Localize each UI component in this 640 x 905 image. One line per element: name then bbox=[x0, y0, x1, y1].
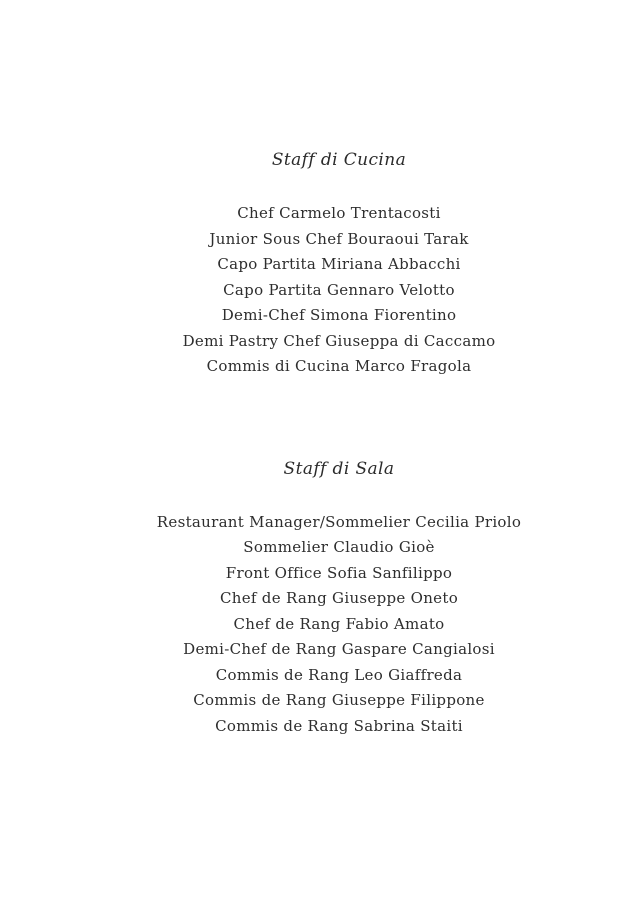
document-content bbox=[38, 0, 640, 739]
staff-member-line: Restaurant Manager/Sommelier Cecilia Priolo bbox=[156, 512, 522, 531]
staff-member-line: Capo Partita Gennaro Velotto bbox=[223, 280, 455, 299]
staff-member-line: Demi Pastry Chef Giuseppa di Caccamo bbox=[182, 331, 496, 350]
staff-member-line: Commis de Rang Sabrina Staiti bbox=[215, 716, 463, 735]
staff-member-line: Sommelier Claudio Gioè bbox=[243, 538, 435, 556]
section-staff-di-sala bbox=[38, 456, 640, 740]
staff-member-line: Chef de Rang Giuseppe Oneto bbox=[219, 589, 459, 607]
staff-member-line: Commis de Rang Giuseppe Filippone bbox=[193, 691, 485, 709]
staff-member-line: Capo Partita Miriana Abbacchi bbox=[217, 255, 461, 273]
staff-member-line: Commis de Rang Leo Giaffreda bbox=[215, 665, 463, 684]
section-staff-di-cucina bbox=[38, 147, 640, 380]
staff-member-line: Front Office Sofia Sanfilippo bbox=[225, 563, 453, 582]
staff-member-line: Junior Sous Chef Bouraoui Tarak bbox=[209, 229, 469, 248]
staff-member-line: Demi-Chef de Rang Gaspare Cangialosi bbox=[183, 640, 495, 658]
section-title-sala: Staff di Sala bbox=[283, 458, 395, 479]
staff-member-line: Chef de Rang Fabio Amato bbox=[233, 614, 445, 633]
staff-member-line: Chef Carmelo Trentacosti bbox=[237, 204, 441, 222]
section-title-cucina: Staff di Cucina bbox=[271, 150, 407, 170]
staff-list-sala bbox=[38, 510, 640, 740]
staff-member-line: Demi-Chef Simona Fiorentino bbox=[221, 306, 457, 324]
staff-member-line: Commis di Cucina Marco Fragola bbox=[206, 357, 472, 375]
staff-list-cucina bbox=[38, 201, 640, 380]
